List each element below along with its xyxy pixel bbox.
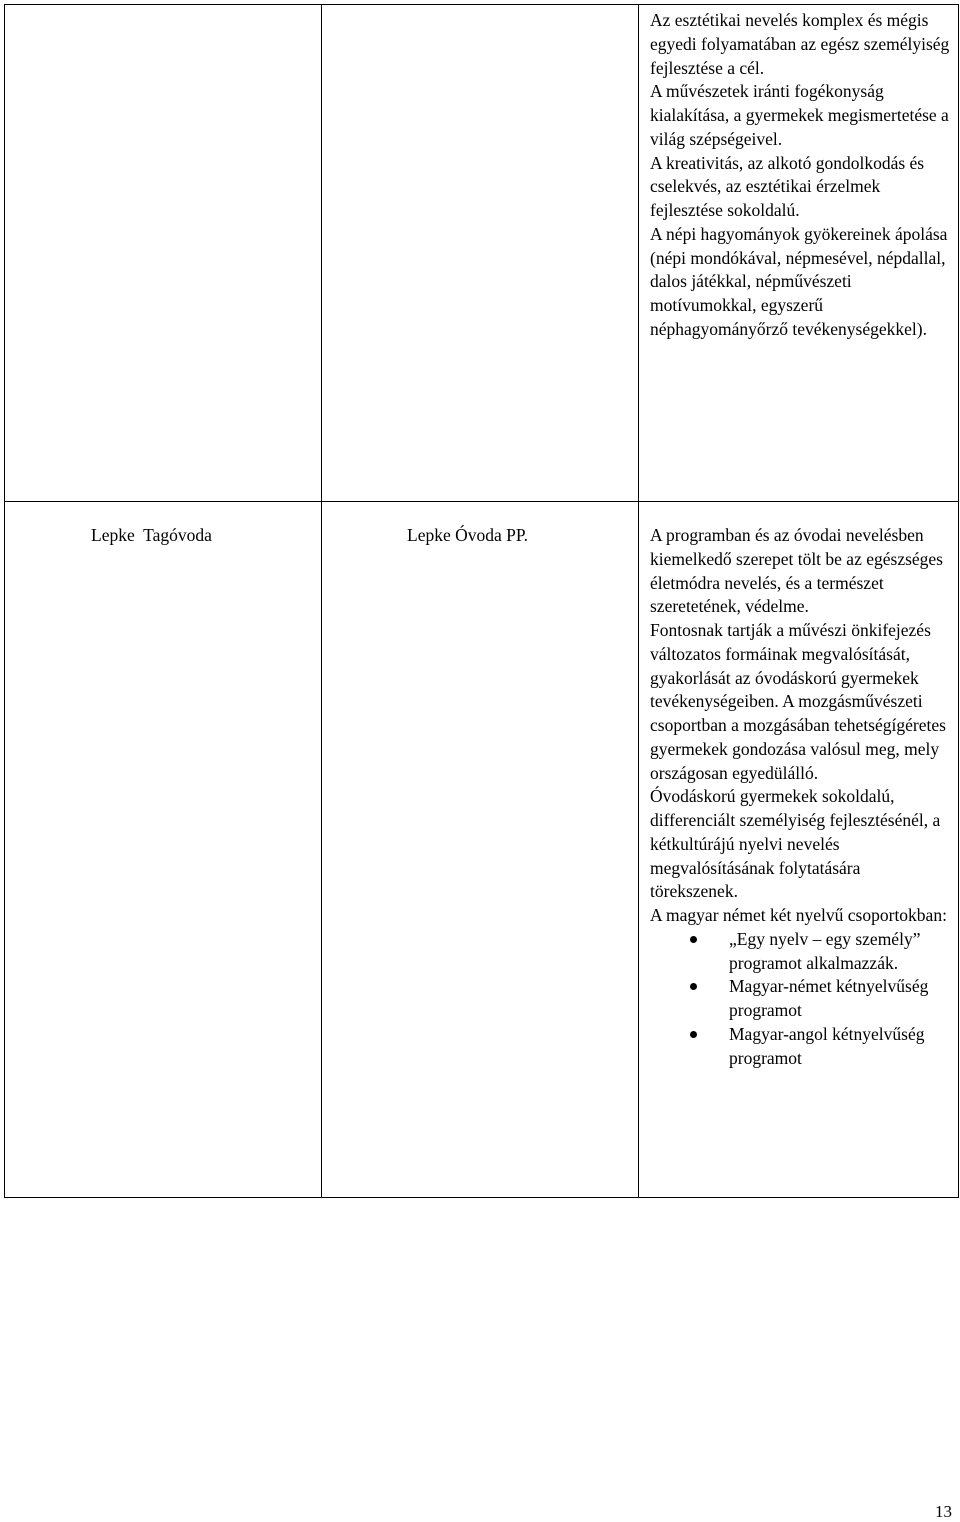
paragraph: Fontosnak tartják a művészi önkifejezés változatos formáinak megvalósítását, gyakorlását az óvodáskorú gyermekek tevékenységeiben. A mozgásművészeti csoportban a mozgásában tehetségígéretes gyermekek gondozása valósul meg, mely országosan egyedülálló. bbox=[650, 620, 946, 783]
bullet-icon bbox=[690, 936, 697, 943]
cell-text bbox=[639, 502, 958, 1070]
bullet-list bbox=[650, 928, 952, 1071]
paragraph: A népi hagyományok gyökereinek ápolása (népi mondókával, népmesével, népdallal, dalos játékkal, népművészeti motívumokkal, egyszerű néphagyományőrző tevékenységekkel). bbox=[650, 223, 948, 339]
paragraph: A művészetek iránti fogékonyság kialakítása, a gyermekek megismertetése a világ szépségeivel. bbox=[650, 81, 949, 149]
table-cell-description bbox=[639, 502, 959, 1198]
paragraph: Az esztétikai nevelés komplex és mégis egyedi folyamatában az egész személyiség fejlesztése a cél. bbox=[650, 10, 950, 78]
program-name: Lepke Óvoda PP. bbox=[407, 525, 529, 545]
list-item bbox=[650, 928, 952, 976]
bullet-icon bbox=[690, 1031, 697, 1038]
table-row bbox=[5, 5, 959, 502]
list-item-text: Magyar-angol kétnyelvűség programot bbox=[729, 1023, 925, 1068]
paragraph: A programban és az óvodai nevelésben kiemelkedő szerepet tölt be az egészséges életmódra nevelés, és a természet szeretetének, védelme. bbox=[650, 525, 943, 617]
table-cell-description bbox=[639, 5, 959, 502]
paragraph: A magyar német két nyelvű csoportokban: bbox=[650, 905, 947, 925]
table-cell-kindergarten-name bbox=[5, 502, 322, 1198]
list-item bbox=[650, 975, 952, 1023]
list-item bbox=[650, 1023, 952, 1071]
paragraph: Óvodáskorú gyermekek sokoldalú, differenciált személyiség fejlesztésénél, a kétkultúrájú nyelvi nevelés megvalósításának folytatására törekszenek. bbox=[650, 786, 941, 902]
list-item-text: „Egy nyelv – egy személy” programot alkalmazzák. bbox=[729, 928, 921, 973]
paragraph: A kreativitás, az alkotó gondolkodás és cselekvés, az esztétikai érzelmek fejlesztése sokoldalú. bbox=[650, 152, 925, 220]
kindergarten-name: Lepke Tagóvoda bbox=[91, 525, 212, 545]
table-cell-program-name bbox=[322, 502, 639, 1198]
document-table bbox=[4, 4, 959, 1198]
list-item-text: Magyar-német kétnyelvűség programot bbox=[729, 976, 929, 1020]
page-number: 13 bbox=[935, 1502, 952, 1521]
table-row bbox=[5, 502, 959, 1198]
bullet-icon bbox=[690, 983, 697, 990]
cell-text bbox=[639, 5, 958, 342]
table-cell-empty bbox=[322, 5, 639, 502]
table-cell-empty bbox=[5, 5, 322, 502]
